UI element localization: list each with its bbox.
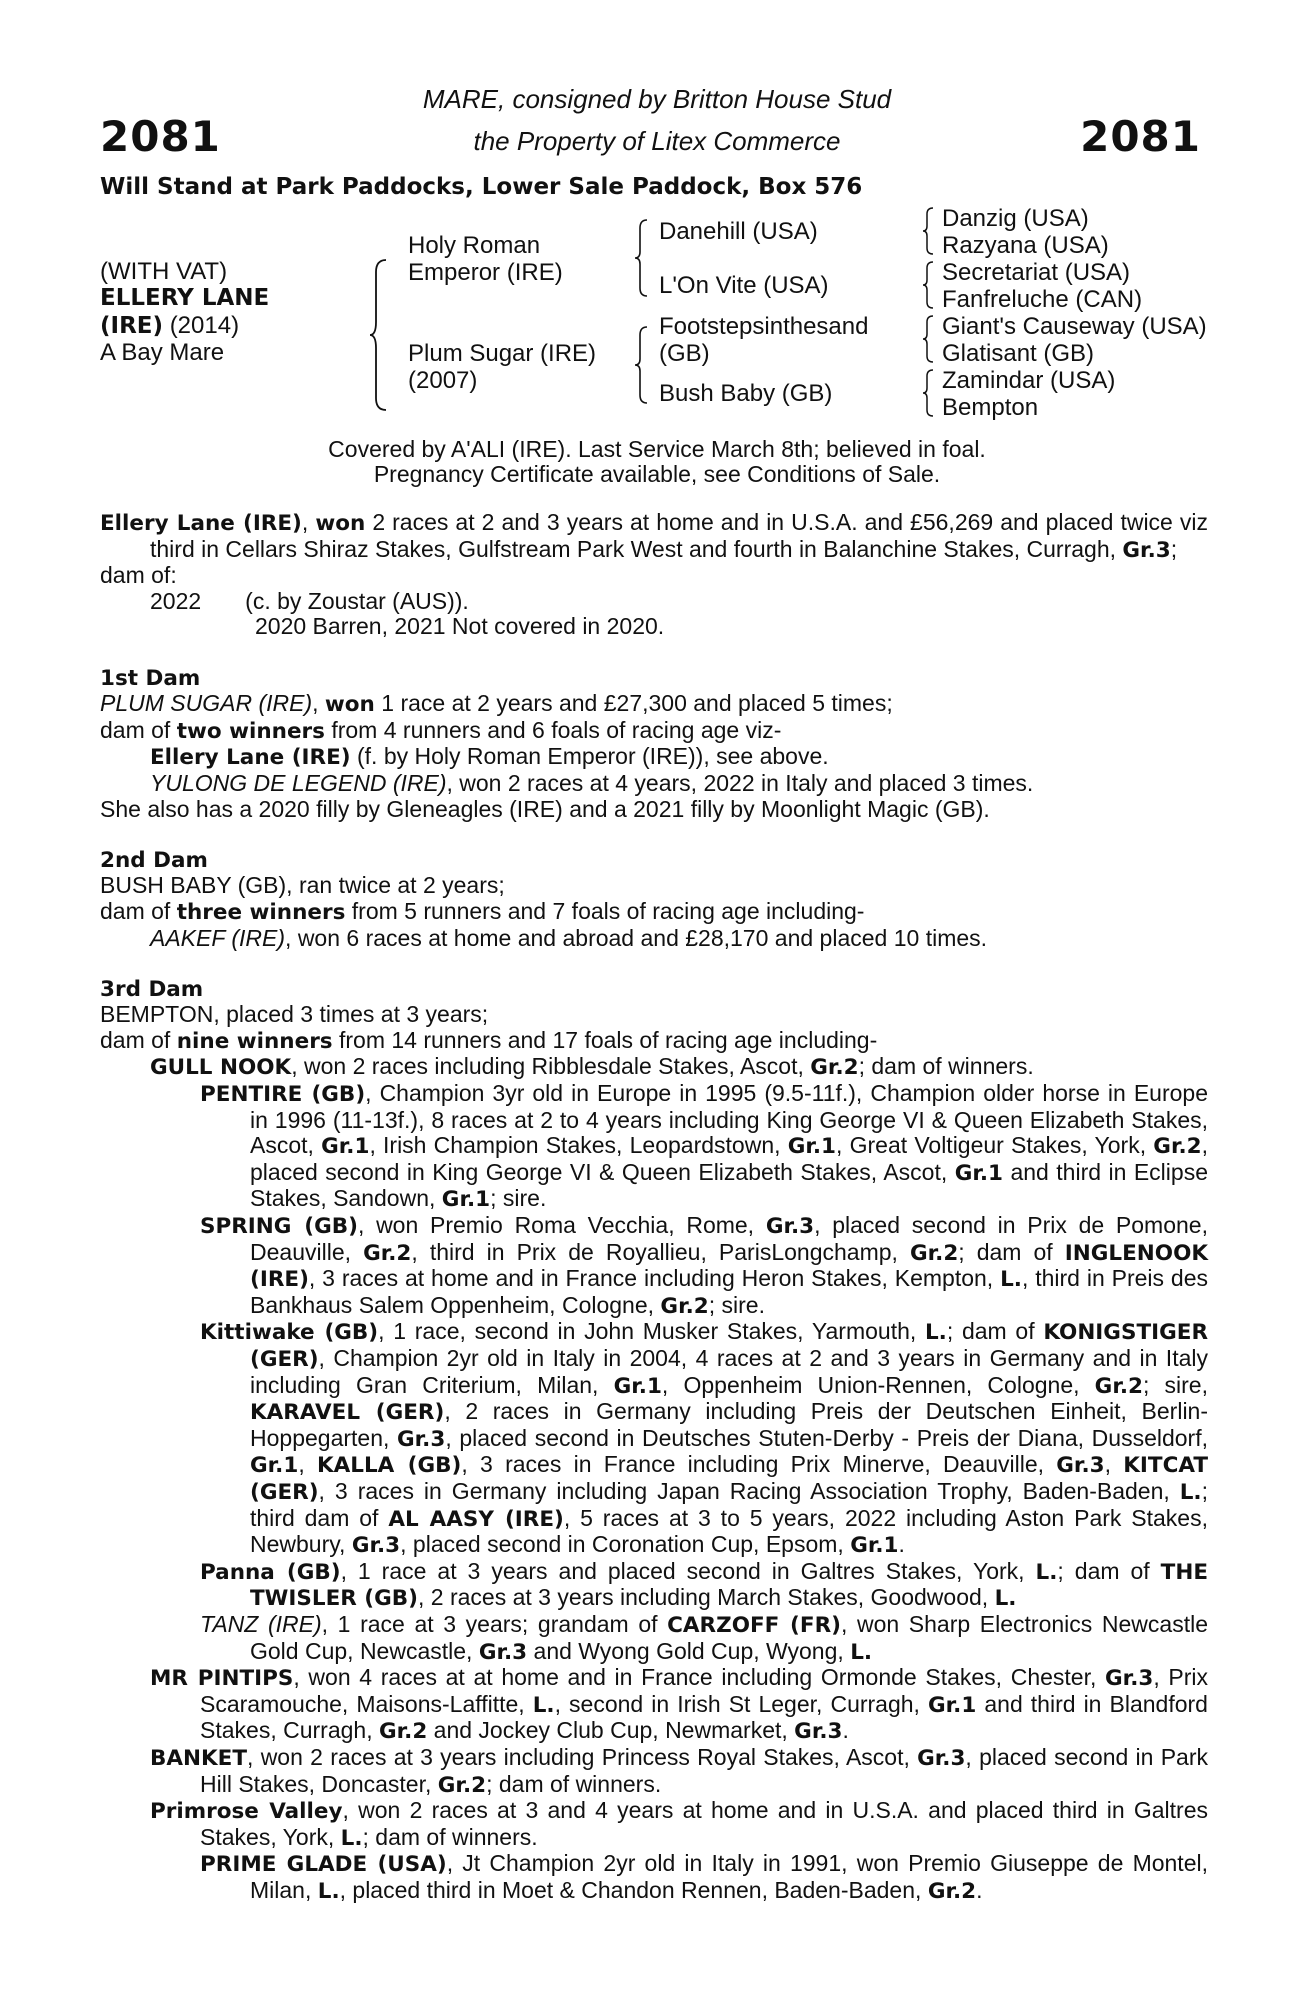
t: , won 2 races including Ribblesdale Stakes, Ascot,: [291, 1053, 811, 1080]
second-dam-heading: 2nd Dam: [100, 847, 208, 873]
grade: Gr.3: [478, 1639, 528, 1665]
grade: Gr.2: [363, 1240, 412, 1266]
entry-mr-pintips: [100, 1665, 1208, 1745]
grade: Gr.1: [787, 1134, 837, 1160]
grade: Gr.2: [810, 1055, 859, 1081]
t: ; dam of: [946, 1318, 1044, 1345]
t: ,: [298, 1451, 317, 1478]
lot-number-right: 2081: [1080, 112, 1201, 161]
grade: Gr.2: [1094, 1373, 1143, 1399]
sds: Secretariat (USA): [942, 259, 1131, 286]
child-name: AAKEF (IRE): [150, 924, 286, 951]
dam-of: dam of: [100, 1026, 177, 1053]
grade: L.: [1179, 1479, 1202, 1505]
dam1-produce-line: [100, 718, 1208, 745]
intro-text: 2 races at 2 and 3 years at home and in U.S.A. and £56,269 and placed twice viz third in Cellars Shiraz Stakes, Gulfstream Park West and fourth in Balanchine Stakes, Curragh,: [150, 509, 1208, 562]
t: ; sire,: [1142, 1371, 1208, 1398]
grade: L.: [994, 1586, 1017, 1612]
grade: Gr.3: [917, 1745, 966, 1771]
t: ; dam of winners.: [858, 1053, 1034, 1080]
pedigree-brace-ss: [921, 206, 937, 256]
t: and Wyong Gold Cup, Wyong,: [527, 1637, 851, 1664]
t: , third in Prix de Royallieu, ParisLongchamp,: [411, 1238, 910, 1265]
t: , Oppenheim Union-Rennen, Cologne,: [661, 1371, 1095, 1398]
sire-name-line2: Emperor (IRE): [408, 259, 563, 286]
entry-tanz: [100, 1612, 1208, 1665]
entry-name: MR PINTIPS: [150, 1666, 294, 1692]
t: .: [842, 1717, 849, 1744]
dds: Zamindar (USA): [942, 367, 1116, 394]
dam-of: dam of: [100, 716, 177, 743]
lot-number-left: 2081: [100, 112, 221, 161]
grade: L.: [1035, 1559, 1058, 1585]
grade: L.: [317, 1878, 340, 1904]
t: , won Sharp Electronics Newcastle Gold Cup, Newcastle,: [250, 1610, 1208, 1664]
entry-gull-nook: [100, 1054, 1208, 1081]
t: , third in Preis des Bankhaus Salem Oppenheim, Cologne,: [250, 1265, 1208, 1318]
entry-name: KARAVEL (GER): [250, 1400, 445, 1426]
t: .: [976, 1876, 983, 1903]
grade: Gr.2: [660, 1293, 709, 1319]
dam-name-line1: Plum Sugar (IRE): [408, 340, 597, 367]
dam2-line: BUSH BABY (GB), ran twice at 2 years;: [100, 872, 505, 899]
entry-name: PENTIRE (GB): [200, 1082, 366, 1108]
t: , 3 races in Germany including Japan Racing Association Trophy, Baden-Baden,: [318, 1477, 1180, 1504]
t: , placed second in Coronation Cup, Epsom,: [400, 1531, 851, 1558]
entry-banket: [100, 1745, 1208, 1798]
entry-name: CARZOFF (FR): [667, 1612, 841, 1638]
produce-text: (c. by Zoustar (AUS)).: [245, 587, 469, 614]
catalogue-body: [100, 510, 1208, 1904]
horse-bold-name: Ellery Lane (IRE): [100, 511, 302, 536]
ddd: Bempton: [942, 394, 1039, 421]
grade: Gr.1: [250, 1453, 299, 1479]
t: ,: [1104, 1451, 1124, 1478]
punct: ;: [1170, 535, 1178, 562]
entry-name: AL AASY (IRE): [388, 1506, 564, 1532]
dam3-line: BEMPTON, placed 3 times at 3 years;: [100, 1001, 489, 1028]
t: , won 2 races at 3 and 4 years at home and in U.S.A. and placed third in Galtres Stakes, York,: [200, 1797, 1209, 1850]
dam-dam: Bush Baby (GB): [659, 380, 833, 407]
dam-name-line2: (2007): [408, 367, 478, 394]
produce-2022: [100, 589, 1208, 615]
t: and third in Eclipse Stakes, Sandown,: [250, 1158, 1208, 1212]
grade: L.: [532, 1692, 555, 1718]
pedigree-brace-dd: [921, 368, 937, 418]
grade: L.: [1000, 1267, 1022, 1293]
covered-line: Covered by A'ALI (IRE). Last Service March 8th; believed in foal.: [328, 436, 986, 462]
t: , 1 race, second in John Musker Stakes, Yarmouth,: [378, 1318, 925, 1345]
child-name: YULONG DE LEGEND (IRE): [150, 769, 447, 796]
t: , second in Irish St Leger, Curragh,: [554, 1690, 928, 1717]
t: ; dam of: [1057, 1557, 1161, 1584]
grade: Gr.1: [928, 1692, 977, 1718]
entry-name: TANZ (IRE): [200, 1610, 322, 1637]
dam3-text2: from 14 runners and 17 foals of racing age including-: [332, 1026, 878, 1053]
horse-name: ELLERY LANE: [100, 285, 270, 311]
grade: Gr.1: [613, 1373, 662, 1399]
child-text: , won 6 races at home and abroad and £28,170 and placed 10 times.: [285, 924, 988, 951]
grade: Gr.3: [794, 1719, 843, 1745]
pedigree-brace-main: [368, 258, 392, 412]
dam2-produce-line: [100, 899, 1208, 926]
entry-name: SPRING (GB): [200, 1214, 358, 1240]
grade: Gr.2: [909, 1240, 959, 1266]
t: , placed second in King George VI & Queen Elizabeth Stakes, Ascot,: [250, 1132, 1208, 1185]
entry-panna: [100, 1559, 1208, 1612]
grade: Gr.2: [927, 1878, 977, 1904]
sire-sire: Danehill (USA): [659, 218, 818, 245]
vat-note: (WITH VAT): [100, 258, 228, 285]
t: ; dam of: [958, 1238, 1065, 1265]
dam-of: dam of: [100, 897, 177, 924]
pedigree-brace-ds: [921, 314, 937, 364]
t: .: [898, 1531, 905, 1558]
t: , 3 races in France including Prix Minerve, Deauville,: [461, 1451, 1057, 1478]
t: ; dam of winners.: [486, 1770, 662, 1797]
t: , Jt Champion 2yr old in Italy in 1991, won Premio Giuseppe de Montel, Milan,: [250, 1850, 1208, 1903]
dam1-child-1: [100, 744, 1208, 771]
t: , Prix Scaramouche, Maisons-Laffitte,: [200, 1664, 1209, 1717]
t: , placed second in Prix de Pomone, Deauville,: [250, 1212, 1208, 1265]
dam1-text: 1 race at 2 years and £27,300 and placed 5 times;: [374, 690, 893, 717]
grade: L.: [924, 1320, 947, 1346]
t: , Great Voltigeur Stakes, York,: [836, 1132, 1154, 1159]
grade: Gr.1: [441, 1187, 491, 1213]
t: , 2 races at 3 years including March Stakes, Goodwood,: [417, 1584, 995, 1611]
winners-count: two winners: [176, 718, 325, 744]
sire-name-line1: Holy Roman: [408, 232, 541, 259]
grade: Gr.2: [437, 1772, 487, 1798]
entry-name: Kittiwake (GB): [200, 1320, 379, 1346]
t: , placed third in Moet & Chandon Rennen, Baden-Baden,: [339, 1876, 928, 1903]
dam1-also: She also has a 2020 filly by Gleneagles (IRE) and a 2021 filly by Moonlight Magic (GB).: [100, 795, 990, 822]
grade: Gr.3: [1105, 1666, 1154, 1692]
t: , Champion 3yr old in Europe in 1995 (9.5-11f.), Champion older horse in Europe in 1996 (11-13f.), 8 races at 2 to 4 years including King George VI & Queen Elizabeth Stakes, Ascot,: [250, 1080, 1208, 1159]
t: ; sire.: [708, 1291, 765, 1318]
grade: Gr.3: [1056, 1453, 1105, 1479]
pedigree-brace-sd: [921, 260, 937, 310]
grade: L.: [850, 1639, 873, 1665]
intro-paragraph: Ellery Lane (IRE), won 2 races at 2 and 3 years at home and in U.S.A. and £56,269 and placed twice viz third in Cellars Shiraz Stakes, Gulfstream Park West and fourth in Balanchine Stakes, Curragh, Gr.3;: [100, 509, 1208, 563]
first-dam-heading: 1st Dam: [100, 665, 201, 691]
grade: Gr.2: [378, 1719, 428, 1745]
grade: L.: [340, 1825, 363, 1851]
t: ; third dam of: [250, 1477, 1208, 1531]
stand-location: Will Stand at Park Paddocks, Lower Sale Paddock, Box 576: [100, 174, 863, 200]
t: , won Premio Roma Vecchia, Rome,: [357, 1212, 766, 1239]
pedigree-brace-dam: [633, 325, 651, 405]
t: , 1 race at 3 years; grandam of: [321, 1610, 668, 1637]
grade: Gr.1: [321, 1134, 370, 1160]
entry-name: THE TWISLER (GB): [250, 1559, 1209, 1612]
third-dam-heading: 3rd Dam: [100, 976, 204, 1002]
won-word: won: [324, 692, 375, 718]
t: and Jockey Club Cup, Newmarket,: [427, 1717, 795, 1744]
dam1-line: PLUM SUGAR (IRE), won 1 race at 2 years and £27,300 and placed 5 times;: [100, 690, 893, 718]
horse-country: (IRE): [100, 313, 164, 339]
entry-name: BANKET: [150, 1745, 248, 1771]
ssd: Razyana (USA): [942, 232, 1109, 259]
t: , won 4 races at at home and in France including Ormonde Stakes, Chester,: [293, 1664, 1106, 1691]
horse-name-country-year: [100, 312, 239, 340]
grade: Gr.3: [351, 1533, 401, 1559]
t: ; dam of winners.: [362, 1823, 538, 1850]
grade: Gr.1: [954, 1160, 1003, 1186]
t: , won 2 races at 3 years including Princess Royal Stakes, Ascot,: [247, 1743, 918, 1770]
dsd: Glatisant (GB): [942, 340, 1095, 367]
t: , placed second in Park Hill Stakes, Doncaster,: [200, 1743, 1208, 1797]
entry-prime-glade: [100, 1851, 1208, 1904]
child-text: , won 2 races at 4 years, 2022 in Italy and placed 3 times.: [446, 769, 1034, 796]
entry-name: Panna (GB): [200, 1559, 341, 1585]
dam-sire-line1: Footstepsinthesand: [659, 313, 869, 340]
entry-name: Primrose Valley: [150, 1799, 343, 1825]
sire-dam: L'On Vite (USA): [659, 272, 829, 299]
entry-name: KONIGSTIGER (GER): [250, 1320, 1208, 1372]
produce-year: 2022: [150, 587, 202, 614]
grade: Gr.3: [765, 1214, 815, 1240]
entry-name: GULL NOOK: [150, 1055, 292, 1081]
t: , 3 races at home and in France including Heron Stakes, Kempton,: [308, 1265, 1001, 1292]
sss: Danzig (USA): [942, 205, 1089, 232]
property-line: the Property of Litex Commerce: [473, 126, 841, 156]
child-text: (f. by Holy Roman Emperor (IRE)), see above.: [350, 743, 829, 770]
child-name: Ellery Lane (IRE): [150, 745, 351, 771]
dam1-text2: from 4 runners and 6 foals of racing age viz-: [324, 716, 782, 743]
entry-pentire: [100, 1081, 1208, 1213]
grade: Gr.1: [850, 1533, 899, 1559]
dam1-child-2: [100, 771, 1208, 797]
pregnancy-line: Pregnancy Certificate available, see Conditions of Sale.: [373, 461, 941, 487]
t: , 1 race at 3 years and placed second in Galtres Stakes, York,: [340, 1557, 1036, 1584]
t: , Champion 2yr old in Italy in 2004, 4 races at 2 and 3 years in Germany and in Italy including Gran Criterium, Milan,: [250, 1345, 1208, 1398]
entry-name: KALLA (GB): [316, 1453, 462, 1479]
entry-name: KITCAT (GER): [250, 1453, 1209, 1505]
won-word: won: [315, 511, 366, 536]
dam-of-label: dam of:: [100, 562, 177, 589]
entry-name: INGLENOOK (IRE): [250, 1240, 1209, 1293]
grade-label: Gr.3: [1122, 537, 1171, 563]
horse-year: (2014): [169, 312, 240, 339]
dam-sire-line2: (GB): [659, 340, 710, 367]
entry-primrose-valley: [100, 1798, 1208, 1851]
dss: Giant's Causeway (USA): [942, 313, 1207, 340]
sdd: Fanfreluche (CAN): [942, 286, 1143, 313]
pedigree-brace-sire: [633, 218, 651, 298]
entry-spring: [100, 1213, 1208, 1319]
barren-note: 2020 Barren, 2021 Not covered in 2020.: [255, 613, 665, 640]
grade: Gr.2: [1153, 1134, 1202, 1160]
t: ; sire.: [490, 1185, 547, 1212]
t: , Irish Champion Stakes, Leopardstown,: [369, 1132, 788, 1159]
winners-count: nine winners: [176, 1028, 333, 1054]
horse-description: A Bay Mare: [100, 339, 225, 366]
dam2-text2: from 5 runners and 7 foals of racing age including-: [345, 897, 865, 924]
consignor-line: MARE, consigned by Britton House Stud: [422, 84, 892, 114]
t: , 5 races at 3 to 5 years, 2022 including Aston Park Stakes, Newbury,: [250, 1504, 1208, 1558]
t: , placed second in Deutsches Stuten-Derby - Preis der Diana, Dusseldorf,: [445, 1424, 1208, 1451]
entry-name: PRIME GLADE (USA): [200, 1852, 447, 1878]
t: and third in Blandford Stakes, Curragh,: [200, 1690, 1208, 1744]
winners-count: three winners: [176, 899, 346, 925]
t: , 2 races in Germany including Preis der Deutschen Einheit, Berlin-Hoppegarten,: [250, 1398, 1209, 1451]
entry-kittiwake: [100, 1319, 1208, 1558]
dam2-child-1: [100, 926, 1208, 952]
dam3-produce-line: [100, 1028, 1208, 1055]
dam1-name: PLUM SUGAR (IRE): [100, 690, 313, 717]
grade: Gr.3: [397, 1426, 446, 1452]
